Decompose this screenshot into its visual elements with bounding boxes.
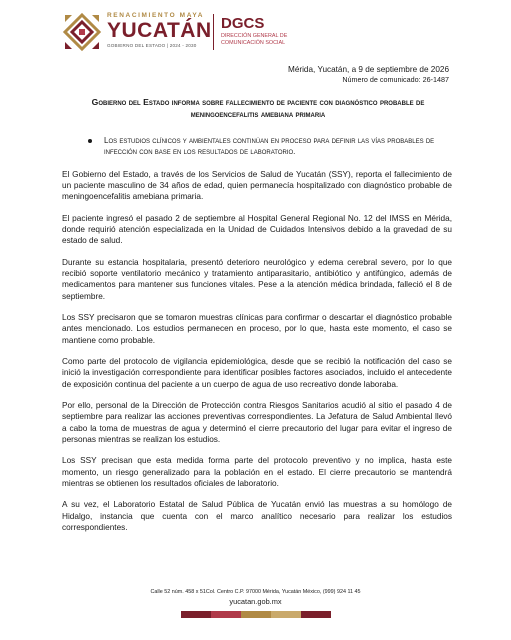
brand-subtitle: GOBIERNO DEL ESTADO | 2024 - 2030 — [107, 43, 197, 48]
brand-tagline: RENACIMIENTO MAYA — [107, 12, 205, 19]
footer-color-bar — [181, 611, 331, 618]
footer-website-link[interactable]: yucatan.gob.mx — [229, 597, 282, 606]
body-paragraph: Los SSY precisan que esta medida forma parte del protocolo preventivo y no implica, hasta este momento, un riesgo generalizado para la población en el estado. El cierre precautorio se mantendrá mientras se obtienen los resultados oficiales de laboratorio. — [62, 456, 452, 488]
footer — [0, 588, 511, 618]
footer-bar-segment — [301, 611, 331, 618]
dgcs-block — [221, 16, 316, 46]
footer-bar-segment — [241, 611, 271, 618]
header-divider — [213, 14, 214, 50]
dgcs-title: DGCS — [221, 15, 265, 32]
body-paragraph: Como parte del protocolo de vigilancia epidemiológica, desde que se recibió la notificación del caso se inició la investigación correspondiente para identificar posibles factores asociados, incluido el antecedente de exposición continua del paciente a un cuerpo de agua de uso recreativo donde laboraba. — [62, 357, 452, 389]
summary-bullet — [88, 136, 448, 157]
body-paragraph: Por ello, personal de la Dirección de Protección contra Riesgos Sanitarios acudió al sitio el pasado 4 de septiembre para realizar las acciones preventivas correspondientes. La Jefatura de Salud Ambiental llevó a cabo la toma de muestras de agua y determinó el cierre precautorio del lugar para evitar el ingreso de personas mientras se realizan los estudios. — [62, 401, 452, 444]
letterhead — [0, 0, 511, 60]
dgcs-subtitle: DIRECCIÓN GENERAL DE COMUNICACIÓN SOCIAL — [221, 33, 288, 46]
dateline — [288, 64, 449, 85]
communique-number: Número de comunicado: 26-1487 — [342, 75, 449, 84]
press-release-title: Gobierno del Estado informa sobre fallecimiento de paciente con diagnóstico probable de meningoencefalitis amebiana primaria — [91, 97, 425, 119]
body-paragraph: Los SSY precisaron que se tomaron muestras clínicas para confirmar o descartar el diagnóstico probable antes mencionado. Los estudios permanecen en proceso, por lo que, hasta este momento, el caso se mantiene como probable. — [62, 313, 452, 345]
bullet-icon — [88, 139, 92, 143]
body-paragraph: El Gobierno del Estado, a través de los Servicios de Salud de Yucatán (SSY), reporta el fallecimiento de un paciente masculino de 34 años de edad, quien permanecía hospitalizado con diagnóstico probable de meningoencefalitis amebiana primaria. — [62, 170, 452, 202]
footer-bar-segment — [181, 611, 211, 618]
brand-block — [107, 12, 212, 48]
body-paragraph: El paciente ingresó el pasado 2 de septiembre al Hospital General Regional No. 12 del IMSS en Mérida, donde requirió atención especializada en la Unidad de Cuidados Intensivos debido a la gravedad de su estado de salud. — [62, 214, 452, 246]
release-date: Mérida, Yucatán, a 9 de septiembre de 2026 — [288, 65, 449, 74]
yucatan-emblem-icon — [62, 12, 102, 52]
brand-name: YUCATÁN — [107, 19, 212, 42]
footer-bar-segment — [211, 611, 241, 618]
body-paragraph: A su vez, el Laboratorio Estatal de Salud Pública de Yucatán envió las muestras a su homólogo de Hidalgo, instancia que cuenta con el marco analítico necesario para realizar los estudios correspondientes. — [62, 500, 452, 532]
body-paragraph: Durante su estancia hospitalaria, presentó deterioro neurológico y edema cerebral severo, por lo que recibió soporte ventilatorio mecánico y tratamiento antiparasitario, antibiótico y antifúngico, además de medicamentos para mantener sus funciones vitales. Pese a la atención médica brindada, falleció el 8 de septiembre. — [62, 258, 452, 301]
press-release-body — [62, 169, 452, 543]
footer-address: Calle 52 núm. 458 x 51Col. Centro C.P. 97000 Mérida, Yucatán México, (999) 924 11 45 — [150, 589, 361, 595]
footer-bar-segment — [271, 611, 301, 618]
summary-bullet-text: Los estudios clínicos y ambientales continúan en proceso para definir las vías probables de infección con base en los resultados de laboratorio. — [104, 136, 435, 156]
